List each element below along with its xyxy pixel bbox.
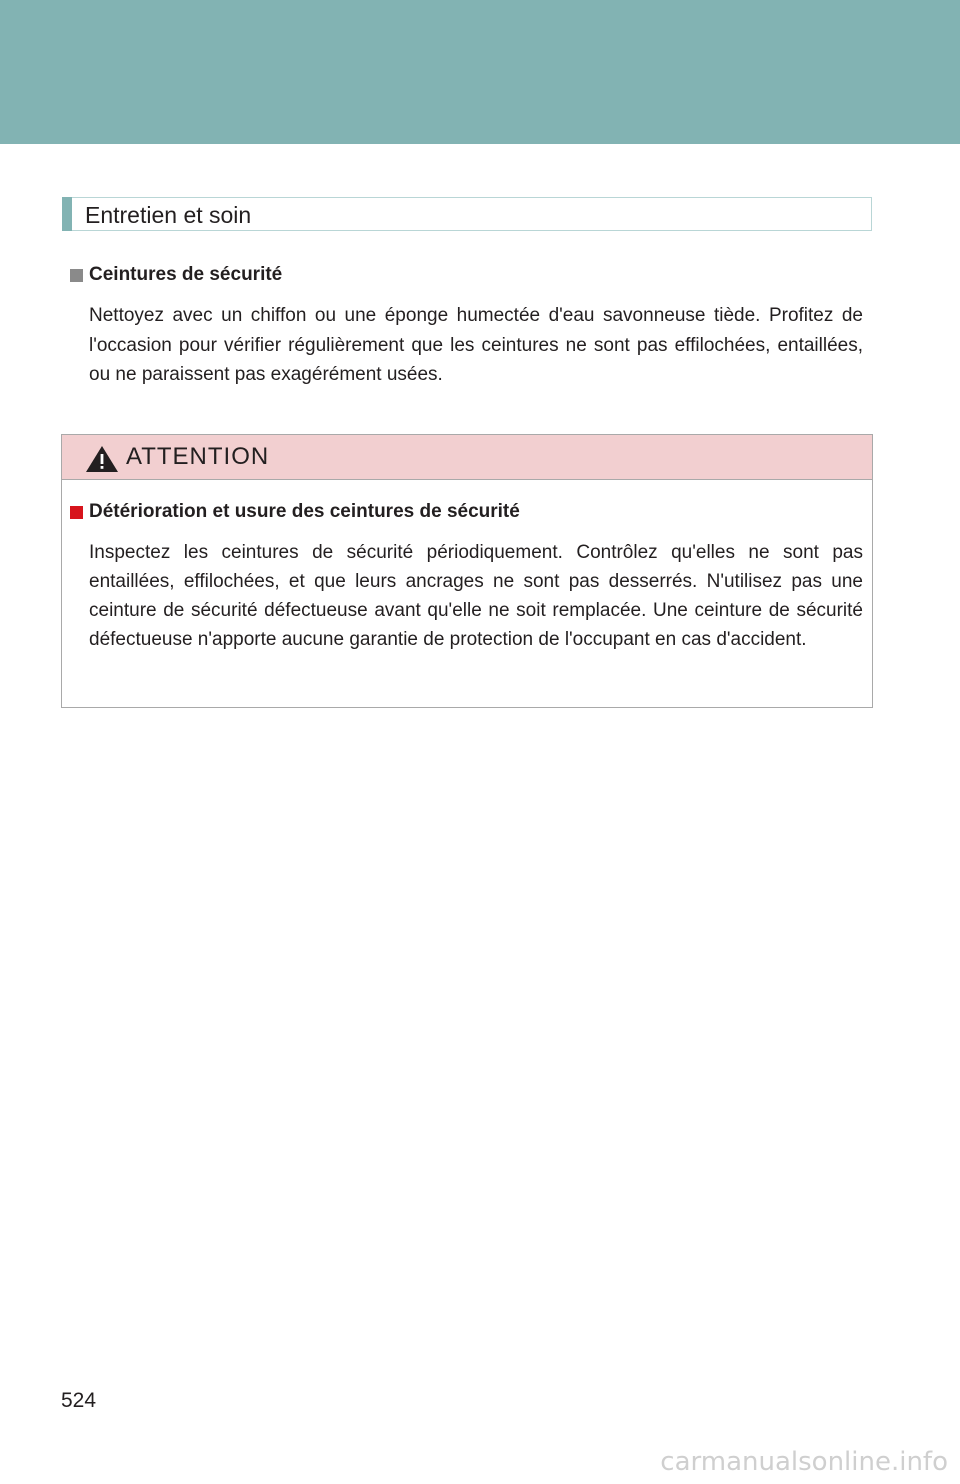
attention-box (61, 434, 873, 708)
attention-heading-text: Détérioration et usure des ceintures de sécurité (89, 501, 520, 522)
warning-triangle-icon (85, 445, 119, 473)
section-title: Entretien et soin (85, 202, 252, 228)
watermark: carmanualsonline.info (660, 1447, 948, 1477)
attention-body: Inspectez les ceintures de sécurité périodiquement. Contrôlez qu'elles ne sont pas entaillées, effilochées, et que leurs ancrages ne sont pas desserrés. N'utilisez pas une ceinture de sécurité défectueuse avant qu'elle ne soit remplacée. Une ceinture de sécurité défectueuse n'apporte aucune garantie de protection de l'occupant en cas d'accident. (89, 542, 863, 650)
page-number: 524 (61, 1389, 97, 1412)
top-banner (0, 0, 960, 144)
seatbelts-body: Nettoyez avec un chiffon ou une éponge humectée d'eau savonneuse tiède. Profitez de l'occasion pour vérifier régulièrement que les ceintures ne sont pas effilochées, entaillées, ou ne paraissent pas exagérément usées. (89, 305, 863, 385)
attention-title: ATTENTION (126, 443, 270, 470)
seatbelts-heading (70, 262, 282, 288)
section-accent-bar (62, 197, 72, 231)
square-bullet-icon (70, 269, 83, 282)
section-header (62, 197, 872, 231)
attention-heading (70, 499, 520, 525)
red-square-bullet-icon (70, 506, 83, 519)
attention-header (62, 435, 872, 480)
seatbelts-heading-text: Ceintures de sécurité (89, 264, 283, 285)
